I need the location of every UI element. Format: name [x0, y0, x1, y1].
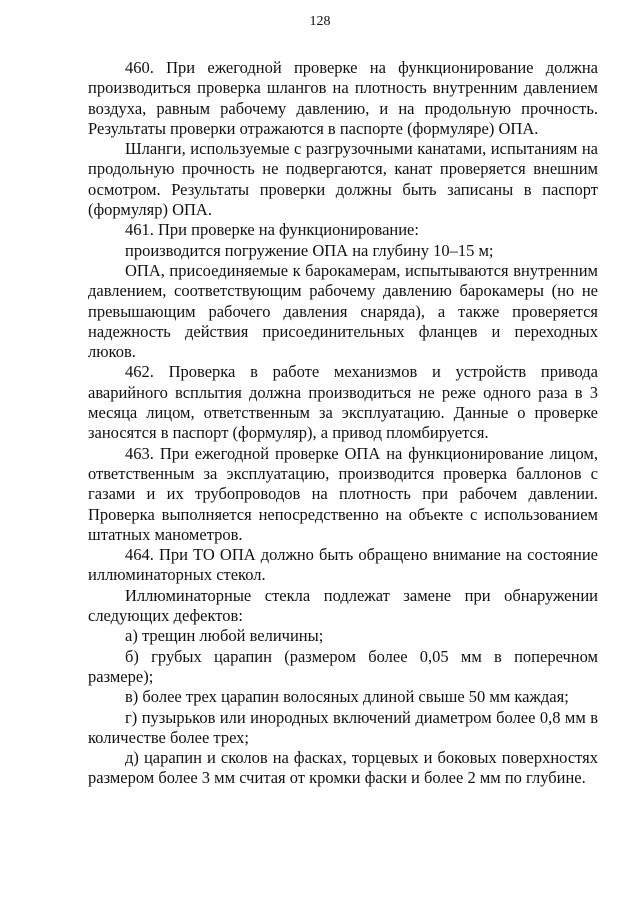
paragraph-defects-intro: Иллюминаторные стекла подлежат замене при обнаружении следующих дефектов: [88, 585, 598, 626]
paragraph-hoses: Шланги, используемые с разгрузочными канатами, испытаниям на продольную прочность не подвергаются, канат проверяется внешним осмотром. Результаты проверки должны быть записаны в паспорт (формуляр) ОПА. [88, 139, 598, 220]
list-item-c: в) более трех царапин волосяных длиной свыше 50 мм каждая; [125, 687, 569, 707]
page-number: 128 [309, 14, 331, 29]
paragraph-461: 461. При проверке на функционирование: [125, 220, 419, 240]
paragraph-immersion: производится погружение ОПА на глубину 10–15 м; [125, 240, 494, 260]
paragraph-463: 463. При ежегодной проверке ОПА на функционирование лицом, ответственным за эксплуатацию, производится проверка баллонов с газами и их трубопроводов на плотность при рабочем давлении. Проверка выполняется непосредственно на объекте с использованием штатных манометров. [88, 443, 598, 544]
paragraph-464: 464. При ТО ОПА должно быть обращено внимание на состояние иллюминаторных стекол. [88, 545, 598, 585]
list-item-e: д) царапин и сколов на фасках, торцевых и боковых поверхностях размером более 3 мм считая от кромки фаски и более 2 мм по глубине. [88, 748, 598, 788]
list-item-d: г) пузырьков или инородных включений диаметром более 0,8 мм в количестве более трех; [88, 707, 598, 747]
document-body [88, 58, 598, 789]
list-item-b: б) грубых царапин (размером более 0,05 мм в поперечном размере); [88, 646, 598, 686]
paragraph-462: 462. Проверка в работе механизмов и устройств привода аварийного всплытия должна производиться не реже одного раза в 3 месяца лицом, ответственным за эксплуатацию. Данные о проверке заносятся в паспорт (формуляр), а привод пломбируется. [88, 362, 598, 443]
list-item-a: а) трещин любой величины; [125, 626, 324, 646]
paragraph-pressure-chambers: ОПА, присоединяемые к барокамерам, испытываются внутренним давлением, соответствующим рабочему давлению барокамеры (но не превышающим рабочего давления снаряда), а также проверяется надежность действия присоединительных фланцев и переходных люков. [88, 260, 598, 362]
paragraph-460: 460. При ежегодной проверке на функционирование должна производиться проверка шлангов на плотность внутренним давлением воздуха, равным рабочему давлению, и на продольную прочность. Результаты проверки отражаются в паспорте (формуляре) ОПА. [88, 58, 598, 138]
